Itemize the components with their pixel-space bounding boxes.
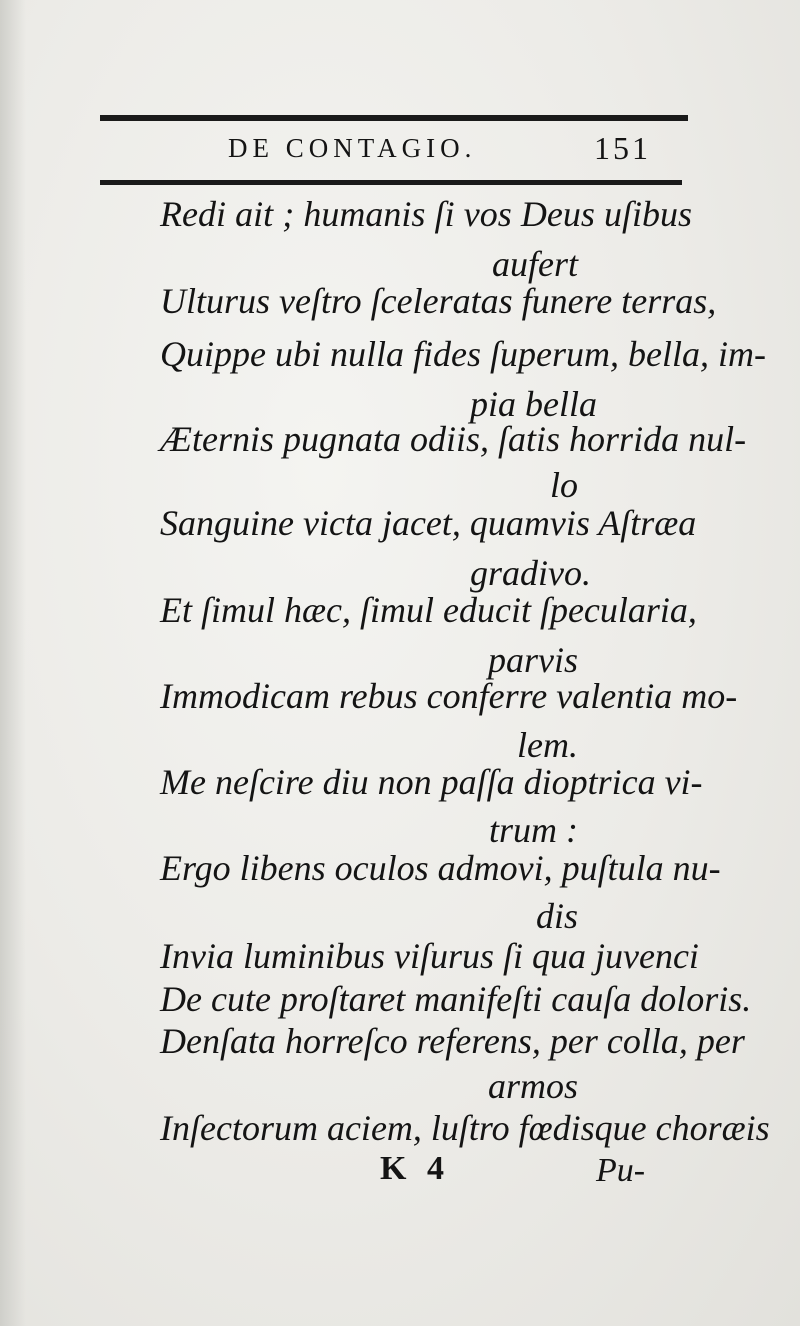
running-head: DE CONTAGIO.	[228, 133, 477, 163]
verse-turnover: aufert	[492, 244, 578, 284]
verse-turnover: armos	[487, 1066, 578, 1106]
verse-line: De cute proſtaret manifeſti cauſa doloris.	[160, 979, 752, 1019]
verse-turnover: pia bella	[470, 384, 597, 424]
verse-turnover: parvis	[488, 640, 578, 680]
verse-line: Immodicam rebus conferre valentia mo-	[160, 676, 738, 716]
verse-line: Et ſimul hæc, ſimul educit ſpecularia,	[160, 590, 697, 630]
verse-turnover: gradivo.	[470, 553, 591, 593]
verse-turnover: dis	[535, 896, 578, 936]
verse-line: Me neſcire diu non paſſa dioptrica vi-	[160, 762, 703, 802]
verse-turnover: lo	[549, 465, 578, 505]
catchword: Pu-	[596, 1152, 646, 1189]
verse-line: Denſata horreſco referens, per colla, per	[160, 1021, 745, 1061]
verse-turnover: trum :	[489, 810, 578, 850]
verse-line: Inſectorum aciem, luſtro fœdisque choræis	[160, 1108, 770, 1148]
page-number: 151	[594, 130, 651, 166]
verse-line: Æternis pugnata odiis, ſatis horrida nul-	[160, 419, 747, 459]
verse-line: Ulturus veſtro ſceleratas funere terras,	[160, 281, 717, 321]
verse-line: Quippe ubi nulla fides ſuperum, bella, im-	[160, 334, 766, 374]
signature-mark: K 4	[380, 1150, 450, 1187]
gutter-shadow	[0, 0, 26, 1326]
verse-line: Sanguine victa jacet, quamvis Aſtræa	[160, 503, 697, 543]
top-rule	[100, 115, 688, 121]
verse-line: Invia luminibus viſurus ſi qua juvenci	[160, 936, 699, 976]
verse-turnover: lem.	[517, 725, 578, 765]
verse-line: Ergo libens oculos admovi, puſtula nu-	[160, 848, 721, 888]
verse-line: Redi ait ; humanis ſi vos Deus uſibus	[160, 194, 692, 234]
header-rule	[100, 180, 682, 185]
